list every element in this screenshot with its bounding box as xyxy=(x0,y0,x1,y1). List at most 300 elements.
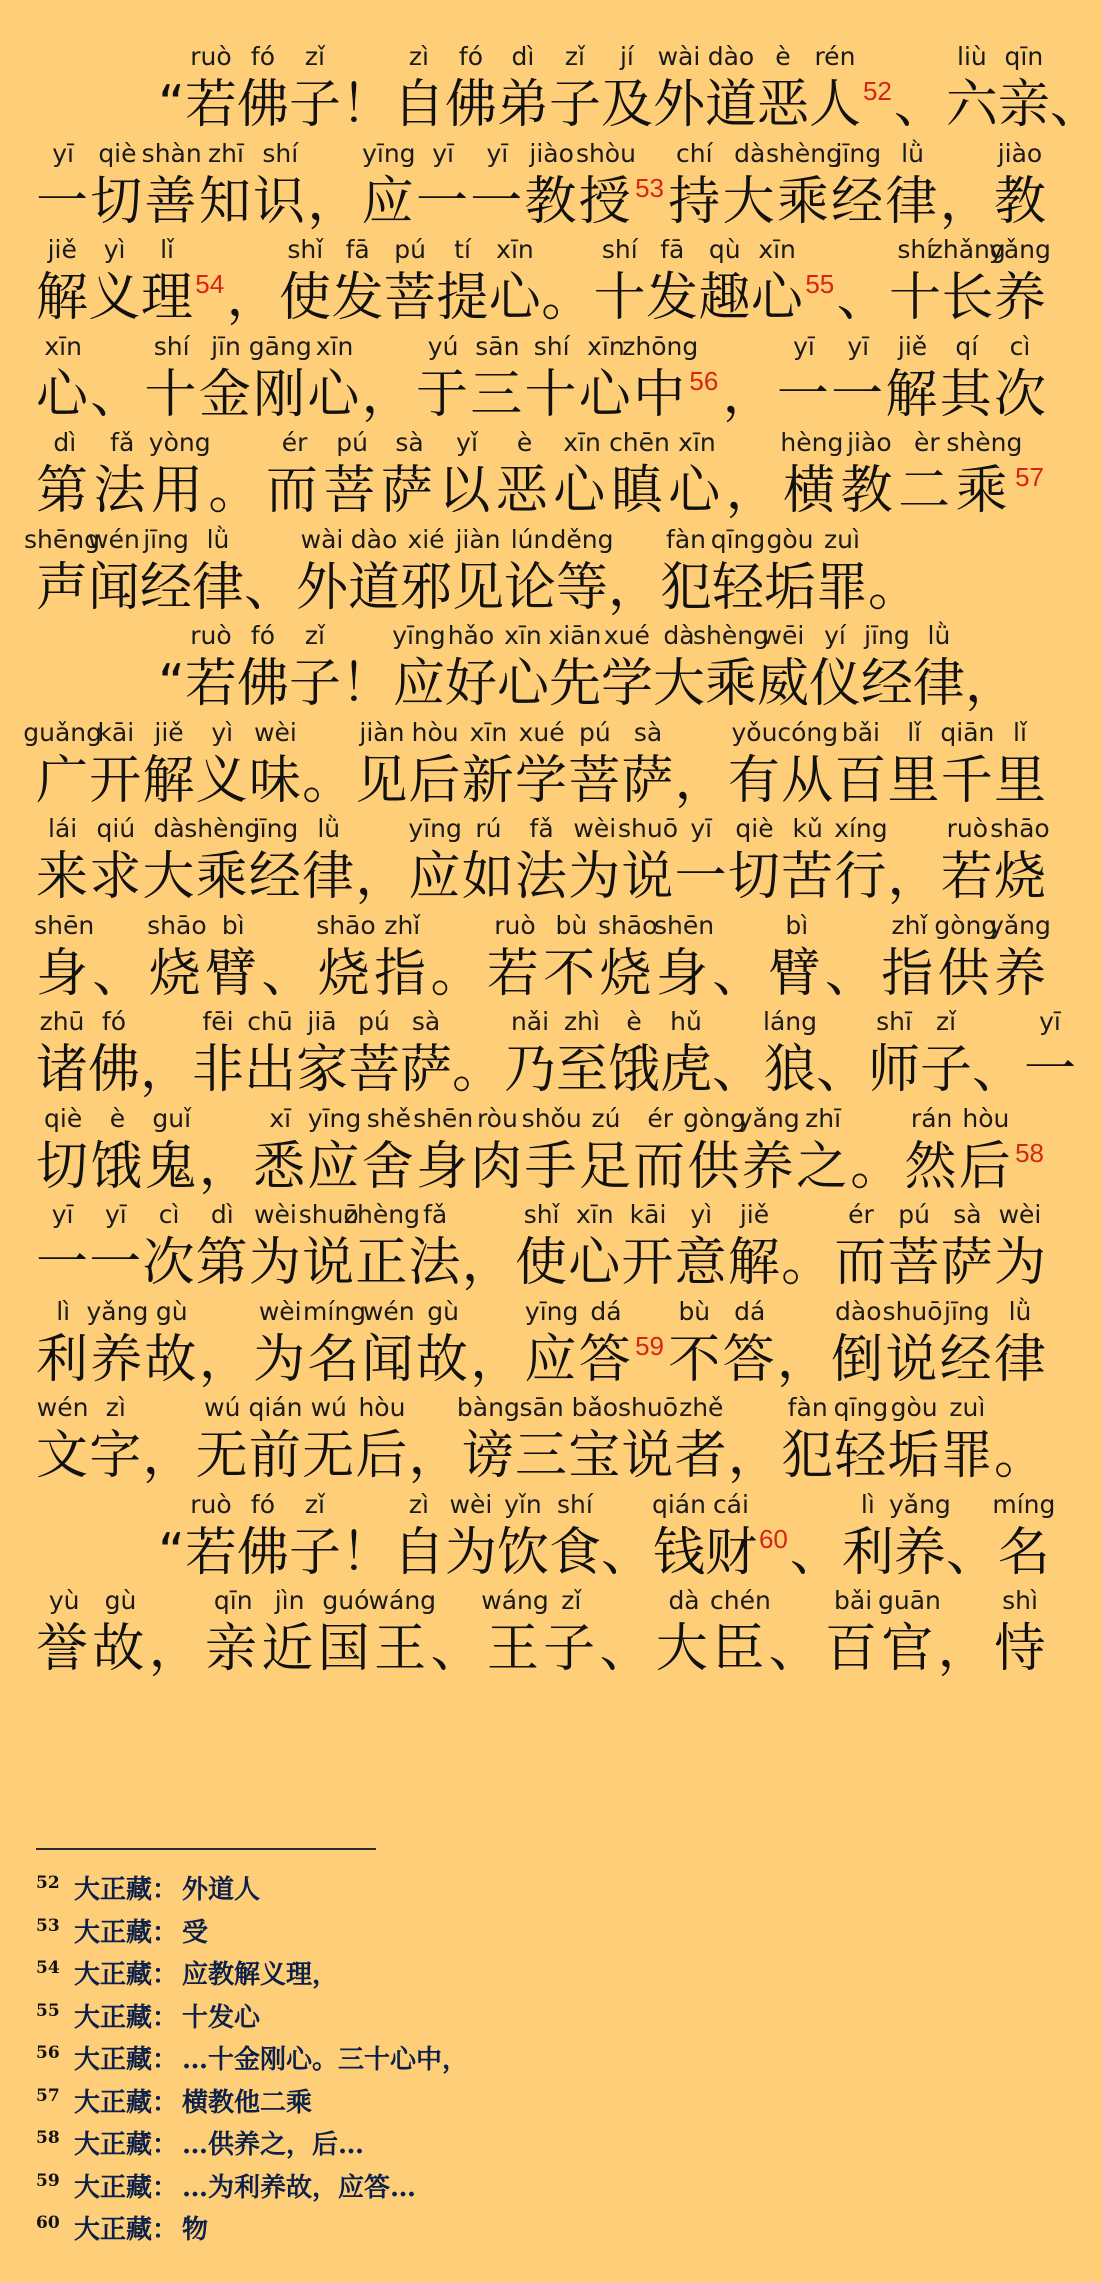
footnote-text: 受 xyxy=(182,1917,209,1948)
pinyin-syllable: yú xyxy=(427,331,459,361)
pinyin-syllable: guān xyxy=(878,1586,941,1615)
pinyin-syllable: shuō xyxy=(618,1393,679,1422)
pinyin-syllable: wáng xyxy=(368,1586,437,1615)
pinyin-syllable: ruò xyxy=(190,42,232,71)
pinyin-syllable: yī xyxy=(432,138,454,168)
pinyin-syllable: fǎ xyxy=(110,428,135,457)
pinyin-syllable: wèi xyxy=(998,1200,1042,1229)
pinyin-syllable: bǎi xyxy=(841,717,880,747)
pinyin-syllable: sà xyxy=(395,428,424,457)
pinyin-syllable: xiān xyxy=(548,621,602,650)
pinyin-syllable: èr xyxy=(914,428,940,457)
pinyin-syllable: shǐ xyxy=(523,1200,560,1229)
footnote-source: 大正藏： xyxy=(74,2045,179,2075)
pinyin-syllable: qīn xyxy=(213,1586,253,1615)
pinyin-syllable: shèng xyxy=(184,814,261,843)
pinyin-syllable: jiā xyxy=(307,1007,337,1036)
footnote-text: 应教解义理， xyxy=(182,1960,339,1990)
pinyin-syllable: bì xyxy=(221,910,245,940)
pinyin-syllable: fǎ xyxy=(529,814,554,843)
pinyin-syllable: ròu xyxy=(476,1103,518,1133)
pinyin-syllable: shǒu xyxy=(521,1103,582,1133)
pinyin-syllable: jìn xyxy=(274,1586,305,1615)
pinyin-syllable: zuì xyxy=(949,1393,986,1422)
pinyin-row xyxy=(0,1104,1080,1134)
pinyin-syllable: shì xyxy=(1002,1586,1038,1615)
pinyin-syllable: rán xyxy=(910,1103,953,1133)
footnote-source: 大正藏： xyxy=(74,2172,179,2203)
pinyin-syllable: ruò xyxy=(190,621,232,650)
pinyin-syllable: wèi xyxy=(254,1200,297,1229)
text-line xyxy=(0,1007,1080,1111)
pinyin-syllable: wài xyxy=(657,42,701,71)
pinyin-syllable: è xyxy=(775,42,791,71)
pinyin-syllable: è xyxy=(516,428,533,457)
footnote xyxy=(36,1862,1036,1904)
pinyin-syllable: yīng xyxy=(392,621,446,650)
text-line xyxy=(0,332,1080,436)
pinyin-syllable: dà xyxy=(668,1586,700,1615)
pinyin-syllable: sà xyxy=(633,717,663,747)
pinyin-syllable: yǎng xyxy=(989,910,1051,940)
pinyin-syllable: yì xyxy=(690,1200,713,1229)
pinyin-syllable: xīn xyxy=(563,428,601,457)
pinyin-syllable: zhū xyxy=(39,1007,85,1036)
pinyin-syllable: jiàn xyxy=(455,524,501,554)
footnote-source: 大正藏： xyxy=(74,1960,179,1990)
pinyin-syllable: xué xyxy=(518,717,565,747)
pinyin-syllable: yīng xyxy=(307,1103,362,1133)
pinyin-syllable: yī xyxy=(52,138,75,168)
pinyin-syllable: shēn xyxy=(34,910,95,940)
pinyin-syllable: fēi xyxy=(202,1007,234,1036)
pinyin-syllable: lì xyxy=(56,1296,71,1326)
pinyin-syllable: chí xyxy=(676,138,713,168)
pinyin-syllable: pú xyxy=(394,235,426,264)
pinyin-syllable: jiàn xyxy=(359,717,405,747)
pinyin-syllable: qiú xyxy=(96,814,136,843)
pinyin-row xyxy=(0,718,1080,748)
pinyin-syllable: gù xyxy=(155,1296,188,1326)
pinyin-row xyxy=(0,1200,1080,1230)
hanzi-text: 第法用。而菩萨以恶心瞋心，横教二乘$^{57}$ xyxy=(36,461,1044,521)
pinyin-syllable: shèng xyxy=(946,428,1023,457)
pinyin-syllable: yòng xyxy=(148,428,211,457)
pinyin-syllable: shuō xyxy=(618,814,679,843)
pinyin-syllable: chēn xyxy=(609,428,670,457)
pinyin-syllable: zhōng xyxy=(622,331,699,361)
pinyin-syllable: wú xyxy=(310,1393,347,1422)
footnote-text: …为利养故，应答… xyxy=(182,2172,417,2203)
text-line xyxy=(0,42,1102,146)
pinyin-syllable: lǜ xyxy=(927,621,951,650)
pinyin-syllable: bǎo xyxy=(571,1393,619,1422)
footnote-divider xyxy=(36,1848,376,1850)
pinyin-syllable: míng xyxy=(992,1489,1056,1519)
pinyin-syllable: shuō xyxy=(298,1200,359,1229)
hanzi-text: “若佛子！自佛弟子及外道恶人$^{52}$、六亲、 xyxy=(158,75,1102,135)
pinyin-syllable: zhèng xyxy=(343,1200,420,1229)
pinyin-syllable: lái xyxy=(48,814,78,843)
pinyin-syllable: shí xyxy=(557,1489,593,1519)
pinyin-syllable: yī xyxy=(51,1200,74,1229)
pinyin-syllable: gòu xyxy=(890,1393,938,1422)
pinyin-syllable: jiě xyxy=(739,1200,770,1229)
pinyin-syllable: zì xyxy=(408,42,429,71)
footnote-number: 57 xyxy=(36,2085,60,2106)
pinyin-syllable: wài xyxy=(300,524,344,554)
footnote-source: 大正藏： xyxy=(74,1875,179,1905)
pinyin-syllable: hòu xyxy=(411,717,459,747)
pinyin-syllable: tí xyxy=(454,235,471,264)
pinyin-row xyxy=(0,139,1080,169)
footnote-number: 59 xyxy=(36,2170,60,2191)
footnote xyxy=(36,1947,1036,1989)
pinyin-syllable: xīn xyxy=(587,331,625,361)
pinyin-syllable: qīng xyxy=(833,1393,889,1422)
pinyin-syllable: ruò xyxy=(494,910,536,940)
pinyin-syllable: fàn xyxy=(787,1393,828,1422)
pinyin-syllable: míng xyxy=(303,1296,367,1326)
footnote-number: 55 xyxy=(36,2000,60,2021)
pinyin-syllable: jiě xyxy=(897,331,928,361)
pinyin-syllable: sà xyxy=(953,1200,982,1229)
footnote-marker[interactable]: 55 xyxy=(805,269,835,299)
text-line xyxy=(0,428,1080,532)
pinyin-syllable: wén xyxy=(88,524,140,554)
footnote-number: 56 xyxy=(36,2043,60,2063)
pinyin-syllable: pú xyxy=(578,717,611,747)
hanzi-text: 一一次第为说正法，使心开意解。而菩萨为 xyxy=(36,1233,1046,1293)
footnote-text: 外道人 xyxy=(182,1875,261,1905)
text-line xyxy=(0,911,1080,1015)
pinyin-row xyxy=(0,42,1080,72)
pinyin-syllable: è xyxy=(109,1103,126,1133)
pinyin-row xyxy=(0,1393,1080,1423)
footnote-number: 60 xyxy=(36,2213,60,2233)
pinyin-syllable: hòu xyxy=(358,1393,406,1422)
pinyin-syllable: xīn xyxy=(496,235,534,264)
pinyin-syllable: shě xyxy=(366,1103,411,1133)
pinyin-syllable: ruò xyxy=(190,1489,232,1519)
pinyin-syllable: yī xyxy=(847,331,870,361)
pinyin-syllable: rén xyxy=(814,42,856,71)
pinyin-syllable: xīn xyxy=(44,331,82,361)
pinyin-syllable: jīng xyxy=(864,621,910,650)
pinyin-syllable: zhì xyxy=(564,1007,600,1036)
pinyin-syllable: lǜ xyxy=(901,138,924,168)
footnote-source: 大正藏： xyxy=(74,2087,179,2118)
footnote-number: 54 xyxy=(36,1958,60,1978)
pinyin-row xyxy=(0,332,1080,362)
pinyin-syllable: shāo xyxy=(990,814,1050,843)
pinyin-syllable: guǎng xyxy=(23,717,102,747)
pinyin-syllable: yǐn xyxy=(504,1489,542,1519)
pinyin-syllable: láng xyxy=(763,1007,817,1036)
hanzi-text: 解义理$^{54}$，使发菩提心。十发趣心$^{55}$、十长养 xyxy=(36,268,1046,328)
footnote-marker[interactable]: 59 xyxy=(635,1330,665,1361)
pinyin-syllable: wēi xyxy=(761,621,805,650)
pinyin-syllable: yī xyxy=(793,331,815,361)
pinyin-syllable: kāi xyxy=(97,717,135,747)
pinyin-syllable: jīng xyxy=(252,814,299,843)
footnote-source: 大正藏： xyxy=(74,2130,179,2160)
pinyin-syllable: jiào xyxy=(997,138,1043,168)
pinyin-row xyxy=(0,1007,1080,1037)
hanzi-text: “若佛子！应好心先学大乘威仪经律， xyxy=(158,654,1017,714)
pinyin-syllable: chū xyxy=(247,1007,293,1036)
pinyin-syllable: qiè xyxy=(735,814,774,843)
pinyin-syllable: shèng xyxy=(766,138,842,168)
hanzi-text: 切饿鬼，悉应舍身肉手足而供养之。然后$^{58}$ xyxy=(36,1136,1044,1197)
pinyin-syllable: yǐ xyxy=(456,428,478,457)
pinyin-syllable: bì xyxy=(785,910,809,940)
pinyin-syllable: xīn xyxy=(576,1200,614,1229)
pinyin-syllable: guǐ xyxy=(152,1103,192,1133)
pinyin-syllable: pú xyxy=(898,1200,930,1229)
pinyin-syllable: lǜ xyxy=(1008,1296,1032,1326)
pinyin-syllable: bǎi xyxy=(834,1586,873,1615)
pinyin-syllable: qián xyxy=(651,1489,706,1519)
footnote-text: …十金刚心。三十心中， xyxy=(182,2045,469,2075)
pinyin-syllable: lǜ xyxy=(206,524,230,554)
pinyin-syllable: sān xyxy=(475,331,520,361)
pinyin-syllable: bàng xyxy=(456,1393,520,1422)
text-line xyxy=(0,814,1080,918)
pinyin-syllable: qí xyxy=(955,331,979,361)
pinyin-syllable: shēn xyxy=(413,1103,474,1133)
pinyin-syllable: zhǐ xyxy=(384,910,421,940)
pinyin-syllable: zuì xyxy=(824,524,860,554)
footnote xyxy=(36,2075,1036,2117)
pinyin-row xyxy=(0,814,1080,844)
pinyin-syllable: dà xyxy=(663,621,695,650)
pinyin-syllable: zhǐ xyxy=(891,910,928,940)
pinyin-syllable: gù xyxy=(104,1586,137,1615)
hanzi-text: 来求大乘经律，应如法为说一切苦行，若烧 xyxy=(36,847,1046,907)
pinyin-syllable: yīng xyxy=(408,814,462,843)
pinyin-syllable: zǐ xyxy=(564,42,585,71)
hanzi-text: 声闻经律、外道邪见论等，犯轻垢罪。 xyxy=(36,557,921,618)
pinyin-syllable: wèi xyxy=(258,1296,302,1326)
pinyin-syllable: gòng xyxy=(683,1103,746,1133)
pinyin-syllable: rú xyxy=(475,814,502,843)
pinyin-row xyxy=(0,621,1080,651)
text-line xyxy=(0,621,1080,725)
hanzi-text: 诸佛，非出家菩萨。乃至饿虎、狼、师子、一 xyxy=(36,1040,1077,1100)
footnote-marker[interactable]: 54 xyxy=(195,269,225,299)
pinyin-syllable: xíng xyxy=(834,814,888,843)
pinyin-syllable: gòng xyxy=(934,910,998,940)
pinyin-syllable: yī xyxy=(1039,1007,1061,1036)
footnote-number: 52 xyxy=(36,1873,60,1893)
pinyin-syllable: sà xyxy=(411,1007,441,1036)
footnote-source: 大正藏： xyxy=(74,1917,179,1948)
pinyin-syllable: yī xyxy=(486,138,509,168)
text-line xyxy=(0,139,1080,243)
pinyin-syllable: dà xyxy=(153,814,185,843)
pinyin-syllable: fó xyxy=(101,1007,127,1036)
pinyin-syllable: fó xyxy=(250,1489,275,1519)
pinyin-syllable: gāng xyxy=(248,331,312,361)
footnote xyxy=(36,2032,1036,2074)
pinyin-syllable: fó xyxy=(250,42,275,71)
pinyin-syllable: jīng xyxy=(835,138,882,168)
pinyin-syllable: qīng xyxy=(710,524,766,554)
pinyin-syllable: zú xyxy=(591,1103,621,1133)
pinyin-syllable: ér xyxy=(647,1103,674,1133)
pinyin-syllable: kǔ xyxy=(792,814,823,843)
pinyin-syllable: lǐ xyxy=(1013,717,1027,747)
pinyin-syllable: nǎi xyxy=(510,1007,550,1036)
pinyin-syllable: xīn xyxy=(758,235,796,264)
pinyin-syllable: zhī xyxy=(805,1103,842,1133)
pinyin-syllable: lǜ xyxy=(317,814,341,843)
pinyin-syllable: zǐ xyxy=(304,621,325,650)
pinyin-row xyxy=(0,428,1080,458)
pinyin-syllable: shēn xyxy=(653,910,715,940)
pinyin-syllable: lǐ xyxy=(907,717,922,747)
pinyin-syllable: yù xyxy=(48,1586,80,1615)
footnote-text: 横教他二乘 xyxy=(182,2087,313,2118)
pinyin-syllable: yǎng xyxy=(737,1103,800,1133)
pinyin-syllable: kāi xyxy=(629,1200,667,1229)
pinyin-syllable: cì xyxy=(1009,331,1031,361)
pinyin-syllable: yǒu xyxy=(731,717,778,747)
pinyin-syllable: zì xyxy=(105,1393,126,1422)
pinyin-syllable: jiě xyxy=(154,717,184,747)
hanzi-text: 一切善知识，应一一教授$^{53}$持大乘经律，教 xyxy=(36,171,1046,232)
pinyin-syllable: wèi xyxy=(254,717,297,747)
pinyin-syllable: yǎng xyxy=(86,1296,149,1326)
hanzi-text: 心、十金刚心，于三十心中$^{56}$，一一解其次 xyxy=(36,364,1046,425)
footnote-source: 大正藏： xyxy=(74,2215,179,2245)
pinyin-syllable: zǐ xyxy=(304,1489,325,1519)
pinyin-syllable: dì xyxy=(53,428,77,457)
pinyin-syllable: dào xyxy=(835,1296,882,1326)
pinyin-syllable: yīng xyxy=(524,1296,579,1326)
pinyin-syllable: xīn xyxy=(469,717,508,747)
pinyin-syllable: cái xyxy=(712,1489,749,1519)
pinyin-syllable: dào xyxy=(350,524,398,554)
pinyin-row xyxy=(0,1297,1080,1327)
footnote-marker[interactable]: 53 xyxy=(635,172,665,203)
pinyin-syllable: dào xyxy=(707,42,755,71)
hanzi-text: 利养故，为名闻故，应答$^{59}$不答，倒说经律 xyxy=(36,1329,1046,1390)
footnote-marker[interactable]: 52 xyxy=(862,76,892,106)
pinyin-syllable: dì xyxy=(511,42,535,71)
footnote xyxy=(36,1990,1036,2032)
pinyin-syllable: jí xyxy=(619,42,634,71)
pinyin-syllable: zǐ xyxy=(561,1586,582,1615)
pinyin-syllable: wèi xyxy=(449,1489,493,1519)
hanzi-text: 誉故，亲近国王、王子、大臣、百官，恃 xyxy=(36,1619,1046,1679)
pinyin-syllable: qiān xyxy=(940,717,995,747)
pinyin-syllable: hèng xyxy=(780,428,844,457)
pinyin-syllable: shàn xyxy=(141,138,202,168)
pinyin-syllable: yí xyxy=(824,621,846,650)
hanzi-text: 文字，无前无后，谤三宝说者，犯轻垢罪。 xyxy=(36,1426,1046,1486)
text-line xyxy=(0,1586,1080,1690)
footnote-marker[interactable]: 58 xyxy=(1015,1137,1044,1168)
pinyin-syllable: ér xyxy=(848,1200,874,1229)
pinyin-syllable: shāo xyxy=(316,910,376,940)
pinyin-syllable: yì xyxy=(211,717,234,747)
pinyin-syllable: wén xyxy=(36,1393,89,1422)
text-line xyxy=(0,718,1080,822)
pinyin-syllable: guó xyxy=(322,1586,370,1615)
pinyin-syllable: cì xyxy=(158,1200,180,1229)
text-line xyxy=(0,1490,1080,1594)
pinyin-syllable: bù xyxy=(678,1296,711,1326)
pinyin-syllable: xié xyxy=(407,524,445,554)
pinyin-syllable: fó xyxy=(250,621,275,650)
pinyin-syllable: shǐ xyxy=(287,235,324,264)
pinyin-syllable: lún xyxy=(510,524,550,554)
pinyin-syllable: zhī xyxy=(208,138,244,168)
pinyin-syllable: shī xyxy=(876,1007,912,1036)
pinyin-syllable: fàn xyxy=(666,524,706,554)
pinyin-syllable: qiè xyxy=(98,138,137,168)
pinyin-syllable: qián xyxy=(248,1393,303,1422)
pinyin-syllable: shēng xyxy=(24,524,100,554)
text-line xyxy=(0,1393,1080,1497)
pinyin-syllable: pú xyxy=(358,1007,390,1036)
pinyin-syllable: shòu xyxy=(575,138,636,168)
pinyin-syllable: jīn xyxy=(211,331,241,361)
pinyin-syllable: yīng xyxy=(362,138,416,168)
pinyin-syllable: gòu xyxy=(766,524,814,554)
pinyin-syllable: zǐ xyxy=(304,42,325,71)
pinyin-syllable: shāo xyxy=(147,910,207,940)
pinyin-syllable: hǔ xyxy=(670,1007,702,1036)
pinyin-syllable: shí xyxy=(153,331,190,361)
pinyin-syllable: gù xyxy=(427,1296,459,1326)
pinyin-syllable: dá xyxy=(734,1296,766,1326)
pinyin-syllable: yī xyxy=(690,814,713,843)
footnote xyxy=(36,2117,1036,2159)
footnote-marker[interactable]: 56 xyxy=(689,365,719,396)
pinyin-syllable: shèng xyxy=(692,621,769,650)
pinyin-syllable: jiào xyxy=(847,428,892,457)
footnote-text: 物 xyxy=(182,2215,209,2245)
pinyin-syllable: fā xyxy=(660,235,685,264)
footnote-text: …供养之，后… xyxy=(182,2130,365,2160)
pinyin-syllable: wèi xyxy=(573,814,617,843)
pinyin-syllable: xī xyxy=(269,1103,292,1133)
pinyin-syllable: wáng xyxy=(481,1586,549,1615)
pinyin-syllable: děng xyxy=(550,524,614,554)
text-line xyxy=(0,1104,1080,1208)
pinyin-syllable: jīng xyxy=(143,524,189,554)
footnote-marker[interactable]: 60 xyxy=(758,1523,788,1554)
pinyin-syllable: fǎ xyxy=(423,1200,448,1229)
text-line xyxy=(0,235,1080,339)
footnote-source: 大正藏： xyxy=(74,2002,179,2033)
pinyin-syllable: yǎng xyxy=(888,1489,951,1519)
pinyin-syllable: qù xyxy=(708,235,741,264)
pinyin-row xyxy=(0,525,1080,555)
pinyin-syllable: dì xyxy=(210,1200,234,1229)
pinyin-syllable: lǐ xyxy=(160,235,175,264)
pinyin-row xyxy=(0,1586,1080,1616)
pinyin-syllable: ruò xyxy=(946,814,989,843)
pinyin-syllable: xīn xyxy=(678,428,716,457)
pinyin-row xyxy=(0,911,1080,941)
pinyin-syllable: jiào xyxy=(529,138,574,168)
footnote-marker[interactable]: 57 xyxy=(1015,462,1044,492)
pinyin-syllable: ér xyxy=(281,428,308,457)
